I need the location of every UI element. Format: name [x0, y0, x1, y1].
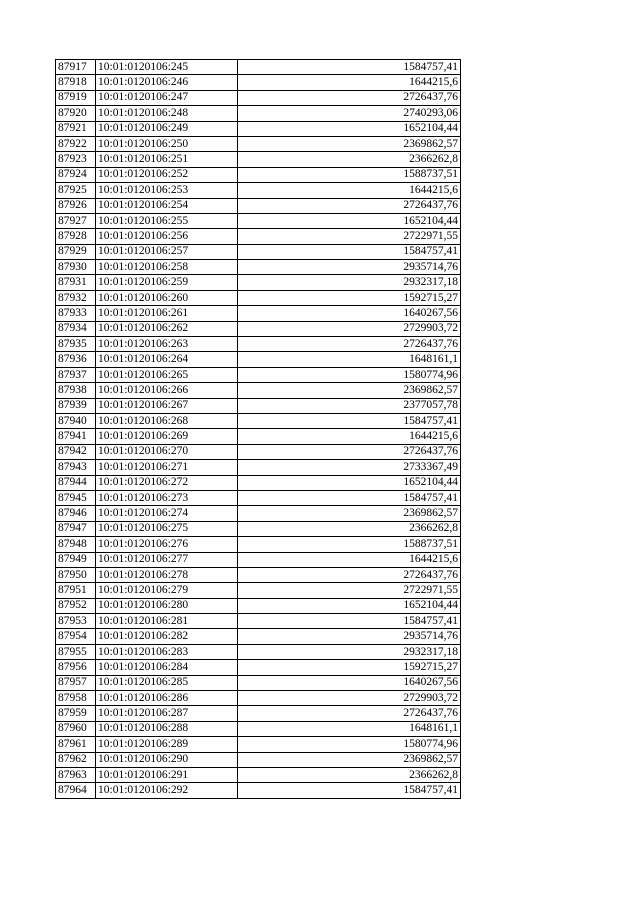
cadastral-number-cell: 10:01:0120106:265	[96, 367, 238, 382]
table-row	[56, 75, 461, 90]
cadastral-number-cell: 10:01:0120106:282	[96, 629, 238, 644]
cadastral-number-cell: 10:01:0120106:272	[96, 475, 238, 490]
cadastral-value-cell: 2722971,55	[238, 583, 461, 598]
cadastral-number-cell: 10:01:0120106:288	[96, 721, 238, 736]
row-id-cell: 87939	[56, 398, 96, 413]
table-row	[56, 675, 461, 690]
row-id-cell: 87936	[56, 352, 96, 367]
table-row	[56, 598, 461, 613]
table-row	[56, 413, 461, 428]
cadastral-value-cell: 1652104,44	[238, 213, 461, 228]
cadastral-value-cell: 2369862,57	[238, 506, 461, 521]
cadastral-number-cell: 10:01:0120106:248	[96, 106, 238, 121]
cadastral-number-cell: 10:01:0120106:278	[96, 567, 238, 582]
cadastral-value-cell: 1584757,41	[238, 490, 461, 505]
cadastral-value-cell: 2726437,76	[238, 567, 461, 582]
table-row	[56, 460, 461, 475]
cadastral-number-cell: 10:01:0120106:286	[96, 691, 238, 706]
row-id-cell: 87927	[56, 213, 96, 228]
table-row	[56, 275, 461, 290]
table-row	[56, 290, 461, 305]
cadastral-value-cell: 2366262,8	[238, 767, 461, 782]
row-id-cell: 87964	[56, 783, 96, 798]
cadastral-value-cell: 1592715,27	[238, 660, 461, 675]
cadastral-number-cell: 10:01:0120106:263	[96, 337, 238, 352]
cadastral-value-cell: 1652104,44	[238, 121, 461, 136]
row-id-cell: 87931	[56, 275, 96, 290]
table-row	[56, 383, 461, 398]
cadastral-number-cell: 10:01:0120106:284	[96, 660, 238, 675]
table-row	[56, 321, 461, 336]
row-id-cell: 87935	[56, 337, 96, 352]
row-id-cell: 87934	[56, 321, 96, 336]
cadastral-value-cell: 1584757,41	[238, 244, 461, 259]
cadastral-number-cell: 10:01:0120106:258	[96, 260, 238, 275]
table-row	[56, 444, 461, 459]
cadastral-value-cell: 2740293,06	[238, 106, 461, 121]
table-row	[56, 521, 461, 536]
row-id-cell: 87918	[56, 75, 96, 90]
table-row	[56, 490, 461, 505]
table-row	[56, 721, 461, 736]
row-id-cell: 87955	[56, 644, 96, 659]
row-id-cell: 87938	[56, 383, 96, 398]
table-row	[56, 244, 461, 259]
cadastral-number-cell: 10:01:0120106:279	[96, 583, 238, 598]
table-row	[56, 644, 461, 659]
cadastral-number-cell: 10:01:0120106:269	[96, 429, 238, 444]
cadastral-number-cell: 10:01:0120106:254	[96, 198, 238, 213]
table-row	[56, 583, 461, 598]
cadastral-value-cell: 1644215,6	[238, 552, 461, 567]
cadastral-value-cell: 2733367,49	[238, 460, 461, 475]
cadastral-number-cell: 10:01:0120106:291	[96, 767, 238, 782]
row-id-cell: 87920	[56, 106, 96, 121]
row-id-cell: 87960	[56, 721, 96, 736]
table-row	[56, 552, 461, 567]
row-id-cell: 87930	[56, 260, 96, 275]
row-id-cell: 87919	[56, 90, 96, 105]
cadastral-value-cell: 2729903,72	[238, 321, 461, 336]
cadastral-number-cell: 10:01:0120106:276	[96, 537, 238, 552]
table-row	[56, 167, 461, 182]
cadastral-number-cell: 10:01:0120106:287	[96, 706, 238, 721]
cadastral-number-cell: 10:01:0120106:277	[96, 552, 238, 567]
row-id-cell: 87943	[56, 460, 96, 475]
cadastral-value-cell: 2369862,57	[238, 752, 461, 767]
cadastral-number-cell: 10:01:0120106:253	[96, 183, 238, 198]
table-row	[56, 660, 461, 675]
row-id-cell: 87917	[56, 60, 96, 75]
cadastral-number-cell: 10:01:0120106:270	[96, 444, 238, 459]
row-id-cell: 87961	[56, 737, 96, 752]
cadastral-number-cell: 10:01:0120106:262	[96, 321, 238, 336]
table-row	[56, 260, 461, 275]
cadastral-number-cell: 10:01:0120106:259	[96, 275, 238, 290]
cadastral-value-cell: 1652104,44	[238, 598, 461, 613]
cadastral-value-cell: 1644215,6	[238, 183, 461, 198]
table-row	[56, 767, 461, 782]
cadastral-value-cell: 2366262,8	[238, 152, 461, 167]
cadastral-value-cell: 1588737,51	[238, 537, 461, 552]
cadastral-value-cell: 1584757,41	[238, 614, 461, 629]
cadastral-value-cell: 1584757,41	[238, 60, 461, 75]
cadastral-number-cell: 10:01:0120106:271	[96, 460, 238, 475]
row-id-cell: 87953	[56, 614, 96, 629]
cadastral-number-cell: 10:01:0120106:285	[96, 675, 238, 690]
row-id-cell: 87940	[56, 413, 96, 428]
cadastral-number-cell: 10:01:0120106:255	[96, 213, 238, 228]
row-id-cell: 87941	[56, 429, 96, 444]
table-row	[56, 136, 461, 151]
cadastral-number-cell: 10:01:0120106:292	[96, 783, 238, 798]
cadastral-number-cell: 10:01:0120106:264	[96, 352, 238, 367]
cadastral-number-cell: 10:01:0120106:250	[96, 136, 238, 151]
cadastral-value-cell: 2729903,72	[238, 691, 461, 706]
row-id-cell: 87926	[56, 198, 96, 213]
cadastral-number-cell: 10:01:0120106:283	[96, 644, 238, 659]
cadastral-number-cell: 10:01:0120106:281	[96, 614, 238, 629]
row-id-cell: 87928	[56, 229, 96, 244]
table-row	[56, 475, 461, 490]
cadastral-value-cell: 2726437,76	[238, 706, 461, 721]
row-id-cell: 87947	[56, 521, 96, 536]
row-id-cell: 87924	[56, 167, 96, 182]
cadastral-number-cell: 10:01:0120106:290	[96, 752, 238, 767]
table-row	[56, 183, 461, 198]
cadastral-number-cell: 10:01:0120106:247	[96, 90, 238, 105]
cadastral-value-cell: 2369862,57	[238, 383, 461, 398]
row-id-cell: 87956	[56, 660, 96, 675]
table-row	[56, 367, 461, 382]
cadastral-value-cell: 1580774,96	[238, 367, 461, 382]
cadastral-number-cell: 10:01:0120106:260	[96, 290, 238, 305]
row-id-cell: 87945	[56, 490, 96, 505]
table-row	[56, 213, 461, 228]
cadastral-value-cell: 2377057,78	[238, 398, 461, 413]
table-body	[56, 60, 461, 799]
cadastral-value-cell: 2726437,76	[238, 198, 461, 213]
row-id-cell: 87957	[56, 675, 96, 690]
row-id-cell: 87932	[56, 290, 96, 305]
cadastral-value-cell: 2932317,18	[238, 275, 461, 290]
table-row	[56, 306, 461, 321]
table-row	[56, 614, 461, 629]
cadastral-value-cell: 1584757,41	[238, 413, 461, 428]
cadastral-value-cell: 2935714,76	[238, 629, 461, 644]
cadastral-number-cell: 10:01:0120106:267	[96, 398, 238, 413]
table-row	[56, 629, 461, 644]
table-row	[56, 90, 461, 105]
cadastral-value-cell: 2369862,57	[238, 136, 461, 151]
cadastral-value-cell: 1644215,6	[238, 429, 461, 444]
cadastral-number-cell: 10:01:0120106:274	[96, 506, 238, 521]
cadastral-value-cell: 1588737,51	[238, 167, 461, 182]
row-id-cell: 87929	[56, 244, 96, 259]
row-id-cell: 87954	[56, 629, 96, 644]
cadastral-number-cell: 10:01:0120106:266	[96, 383, 238, 398]
table-row	[56, 229, 461, 244]
row-id-cell: 87958	[56, 691, 96, 706]
table-row	[56, 737, 461, 752]
cadastral-number-cell: 10:01:0120106:257	[96, 244, 238, 259]
row-id-cell: 87959	[56, 706, 96, 721]
cadastral-value-cell: 1592715,27	[238, 290, 461, 305]
row-id-cell: 87963	[56, 767, 96, 782]
cadastral-number-cell: 10:01:0120106:252	[96, 167, 238, 182]
cadastral-value-cell: 2726437,76	[238, 444, 461, 459]
cadastral-value-cell: 1644215,6	[238, 75, 461, 90]
cadastral-value-cell: 2366262,8	[238, 521, 461, 536]
table-row	[56, 121, 461, 136]
cadastral-number-cell: 10:01:0120106:280	[96, 598, 238, 613]
row-id-cell: 87952	[56, 598, 96, 613]
row-id-cell: 87923	[56, 152, 96, 167]
cadastral-number-cell: 10:01:0120106:249	[96, 121, 238, 136]
row-id-cell: 87944	[56, 475, 96, 490]
table-row	[56, 60, 461, 75]
table-row	[56, 567, 461, 582]
table-row	[56, 429, 461, 444]
table-row	[56, 537, 461, 552]
cadastral-number-cell: 10:01:0120106:273	[96, 490, 238, 505]
cadastral-number-cell: 10:01:0120106:251	[96, 152, 238, 167]
cadastral-value-table	[55, 59, 461, 799]
row-id-cell: 87951	[56, 583, 96, 598]
row-id-cell: 87948	[56, 537, 96, 552]
row-id-cell: 87962	[56, 752, 96, 767]
cadastral-value-cell: 2935714,76	[238, 260, 461, 275]
cadastral-number-cell: 10:01:0120106:261	[96, 306, 238, 321]
row-id-cell: 87937	[56, 367, 96, 382]
table-row	[56, 337, 461, 352]
cadastral-value-cell: 2726437,76	[238, 90, 461, 105]
table-row	[56, 352, 461, 367]
row-id-cell: 87921	[56, 121, 96, 136]
cadastral-value-cell: 1584757,41	[238, 783, 461, 798]
row-id-cell: 87950	[56, 567, 96, 582]
cadastral-value-cell: 1640267,56	[238, 306, 461, 321]
row-id-cell: 87946	[56, 506, 96, 521]
cadastral-value-cell: 2726437,76	[238, 337, 461, 352]
row-id-cell: 87933	[56, 306, 96, 321]
cadastral-value-cell: 1580774,96	[238, 737, 461, 752]
table-row	[56, 706, 461, 721]
row-id-cell: 87942	[56, 444, 96, 459]
table-row	[56, 506, 461, 521]
table-row	[56, 106, 461, 121]
cadastral-number-cell: 10:01:0120106:268	[96, 413, 238, 428]
cadastral-number-cell: 10:01:0120106:256	[96, 229, 238, 244]
cadastral-number-cell: 10:01:0120106:289	[96, 737, 238, 752]
table-row	[56, 152, 461, 167]
row-id-cell: 87925	[56, 183, 96, 198]
table-row	[56, 398, 461, 413]
cadastral-number-cell: 10:01:0120106:246	[96, 75, 238, 90]
row-id-cell: 87949	[56, 552, 96, 567]
table-row	[56, 691, 461, 706]
cadastral-value-cell: 1648161,1	[238, 352, 461, 367]
cadastral-value-cell: 2932317,18	[238, 644, 461, 659]
cadastral-value-cell: 1648161,1	[238, 721, 461, 736]
cadastral-value-cell: 1640267,56	[238, 675, 461, 690]
table-row	[56, 752, 461, 767]
cadastral-value-cell: 1652104,44	[238, 475, 461, 490]
row-id-cell: 87922	[56, 136, 96, 151]
table-row	[56, 198, 461, 213]
table-row	[56, 783, 461, 798]
cadastral-number-cell: 10:01:0120106:245	[96, 60, 238, 75]
cadastral-value-cell: 2722971,55	[238, 229, 461, 244]
cadastral-number-cell: 10:01:0120106:275	[96, 521, 238, 536]
